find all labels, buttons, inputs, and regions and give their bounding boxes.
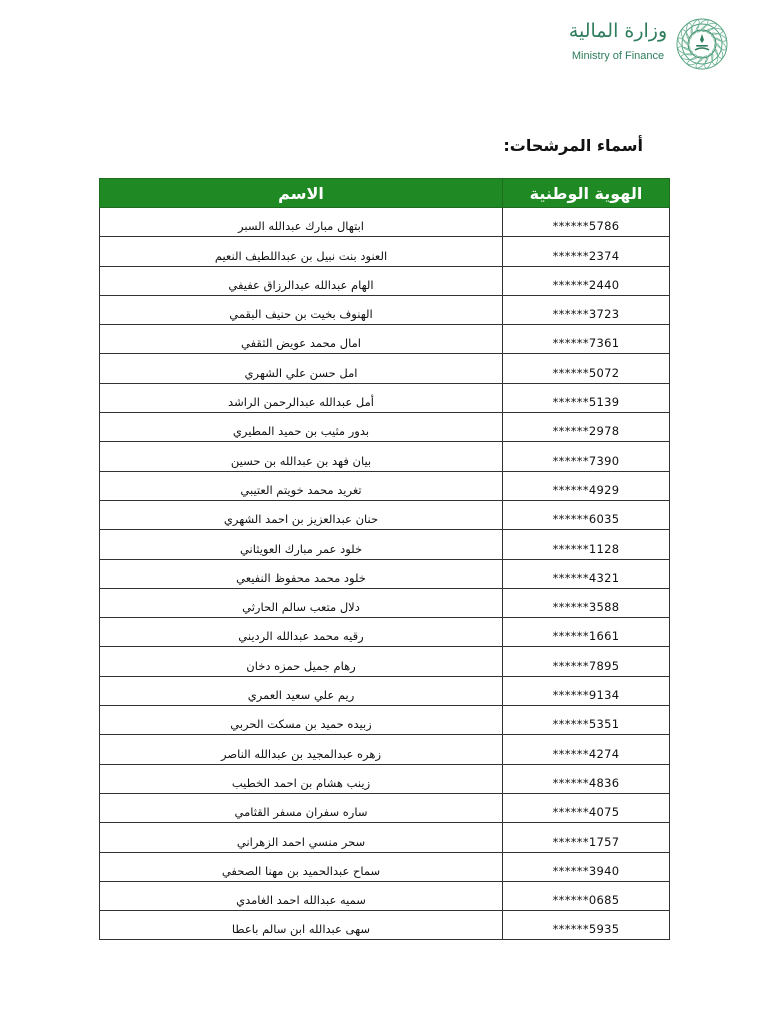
candidate-name-cell (100, 793, 503, 822)
ministry-emblem-icon (672, 14, 732, 74)
national-id: ******3940 (552, 863, 620, 878)
table-row (100, 237, 670, 266)
logo-text (566, 18, 670, 63)
table-row (100, 500, 670, 529)
national-id: ******9134 (552, 688, 620, 703)
national-id: ******6035 (552, 512, 620, 527)
national-id: ******4929 (552, 482, 620, 497)
candidate-name-cell (100, 237, 503, 266)
table-row (100, 881, 670, 910)
candidate-name: امال محمد عويض الثقفي (241, 336, 361, 351)
table-row (100, 852, 670, 881)
table-header-row (100, 179, 670, 208)
table-row (100, 208, 670, 237)
national-id-cell (503, 911, 670, 940)
candidate-name-cell (100, 706, 503, 735)
candidate-name-cell (100, 764, 503, 793)
table-row (100, 706, 670, 735)
national-id: ******5351 (552, 717, 620, 732)
national-id-cell (503, 413, 670, 442)
national-id: ******2374 (552, 248, 620, 263)
candidate-name: أمل عبدالله عبدالرحمن الراشد (228, 395, 374, 410)
table-row (100, 266, 670, 295)
national-id-cell (503, 881, 670, 910)
national-id: ******5139 (552, 395, 620, 410)
national-id-cell (503, 383, 670, 412)
national-id: ******5935 (552, 922, 620, 937)
national-id: ******1757 (552, 834, 620, 849)
candidate-name-cell (100, 500, 503, 529)
table-row (100, 295, 670, 324)
candidate-name: سهى عبدالله ابن سالم باعطا (231, 922, 371, 937)
candidate-name: سميه عبدالله احمد الغامدي (236, 893, 366, 908)
candidate-name-cell (100, 823, 503, 852)
national-id: ******0685 (552, 893, 620, 908)
candidate-name: سماح عبدالحميد بن مهنا الصحفي (221, 863, 381, 878)
table-row (100, 413, 670, 442)
national-id-cell (503, 852, 670, 881)
candidate-name: ساره سفران مسفر القثامي (234, 805, 368, 820)
candidate-name: دلال متعب سالم الحارثي (242, 600, 360, 615)
candidate-name: بيان فهد بن عبدالله بن حسين (230, 453, 372, 468)
national-id-cell (503, 764, 670, 793)
candidate-name-cell (100, 208, 503, 237)
candidate-name: خلود محمد محفوظ النفيعي (236, 570, 366, 585)
national-id-cell (503, 442, 670, 471)
candidate-name-cell (100, 383, 503, 412)
national-id-cell (503, 647, 670, 676)
national-id: ******4836 (552, 775, 620, 790)
candidate-name-cell (100, 413, 503, 442)
candidate-name-cell (100, 911, 503, 940)
table-row (100, 647, 670, 676)
name-column-header: الاسم (100, 179, 503, 208)
candidate-name-cell (100, 442, 503, 471)
candidate-name: خلود عمر مبارك العويثاني (239, 541, 363, 556)
candidate-name-cell (100, 354, 503, 383)
national-id: ******4075 (552, 805, 620, 820)
national-id: ******7361 (552, 336, 620, 351)
national-id-cell (503, 471, 670, 500)
national-id-cell (503, 793, 670, 822)
candidate-name: بدور مثيب بن حميد المطيري (232, 424, 370, 439)
candidate-name-cell (100, 266, 503, 295)
national-id-cell (503, 706, 670, 735)
table-row (100, 823, 670, 852)
national-id: ******2440 (552, 277, 620, 292)
table-row (100, 676, 670, 705)
national-id-cell (503, 676, 670, 705)
national-id-cell (503, 500, 670, 529)
logo-english-text: Ministry of Finance (571, 50, 665, 62)
candidate-name: رهام جميل حمزه دخان (246, 658, 356, 673)
national-id-cell (503, 823, 670, 852)
candidate-name-cell (100, 471, 503, 500)
national-id-cell (503, 325, 670, 354)
candidate-name: ريم علي سعيد العمري (247, 688, 355, 703)
national-id-cell (503, 530, 670, 559)
candidate-name: زبيده حميد بن مسكت الحربي (230, 717, 372, 732)
candidate-name: تغريد محمد خويتم العتيبي (240, 482, 362, 497)
table-row (100, 383, 670, 412)
national-id: ******3723 (552, 307, 620, 322)
national-id: ******3588 (552, 600, 620, 615)
table-row (100, 354, 670, 383)
table-row (100, 325, 670, 354)
candidate-name: رقيه محمد عبدالله الرديني (238, 629, 364, 644)
national-id-cell (503, 266, 670, 295)
table-row (100, 793, 670, 822)
table-row (100, 559, 670, 588)
national-id: ******7390 (552, 453, 620, 468)
candidate-name: زينب هشام بن احمد الخطيب (231, 775, 371, 790)
national-id: ******7895 (552, 658, 620, 673)
national-id-cell (503, 735, 670, 764)
candidate-name: امل حسن علي الشهري (244, 365, 358, 380)
candidate-name: سحر منسي احمد الزهراني (236, 834, 366, 849)
candidate-name: الهام عبدالله عبدالرزاق عفيفي (228, 277, 374, 292)
national-id: ******4274 (552, 746, 620, 761)
candidate-name-cell (100, 325, 503, 354)
candidate-name-cell (100, 618, 503, 647)
candidate-name: زهره عبدالمجيد بن عبدالله الناصر (220, 746, 382, 761)
candidate-name-cell (100, 295, 503, 324)
national-id: ******1128 (552, 541, 620, 556)
national-id-cell (503, 588, 670, 617)
national-id-cell (503, 208, 670, 237)
table-row (100, 530, 670, 559)
national-id-cell (503, 237, 670, 266)
candidate-name-cell (100, 881, 503, 910)
candidate-name: الهنوف بخيت بن حنيف البقمي (229, 307, 373, 322)
table-row (100, 588, 670, 617)
candidate-name-cell (100, 676, 503, 705)
ministry-logo (566, 14, 736, 80)
candidate-name-cell (100, 530, 503, 559)
table-body (100, 208, 670, 940)
national-id-cell (503, 618, 670, 647)
national-id: ******5786 (552, 219, 620, 234)
national-id-cell (503, 295, 670, 324)
candidate-name: حنان عبدالعزيز بن احمد الشهري (223, 512, 379, 527)
national-id-cell (503, 559, 670, 588)
candidate-name-cell (100, 852, 503, 881)
table-row (100, 442, 670, 471)
candidates-table (99, 178, 670, 940)
candidate-name-cell (100, 735, 503, 764)
national-id: ******5072 (552, 365, 620, 380)
candidate-name: العنود بنت نبيل بن عبداللطيف النعيم (214, 248, 388, 263)
candidate-name-cell (100, 559, 503, 588)
candidate-name-cell (100, 647, 503, 676)
table-row (100, 735, 670, 764)
page-title: أسماء المرشحات: (503, 136, 643, 155)
candidate-name: ابتهال مبارك عبدالله السبر (238, 219, 364, 234)
national-id-column-header: الهوية الوطنية (503, 179, 670, 208)
national-id: ******2978 (552, 424, 620, 439)
table-row (100, 764, 670, 793)
national-id: ******4321 (552, 570, 620, 585)
table-row (100, 911, 670, 940)
candidate-name-cell (100, 588, 503, 617)
logo-arabic-text: وزارة المالية (568, 20, 668, 42)
table-row (100, 471, 670, 500)
national-id-cell (503, 354, 670, 383)
national-id: ******1661 (552, 629, 620, 644)
table-row (100, 618, 670, 647)
